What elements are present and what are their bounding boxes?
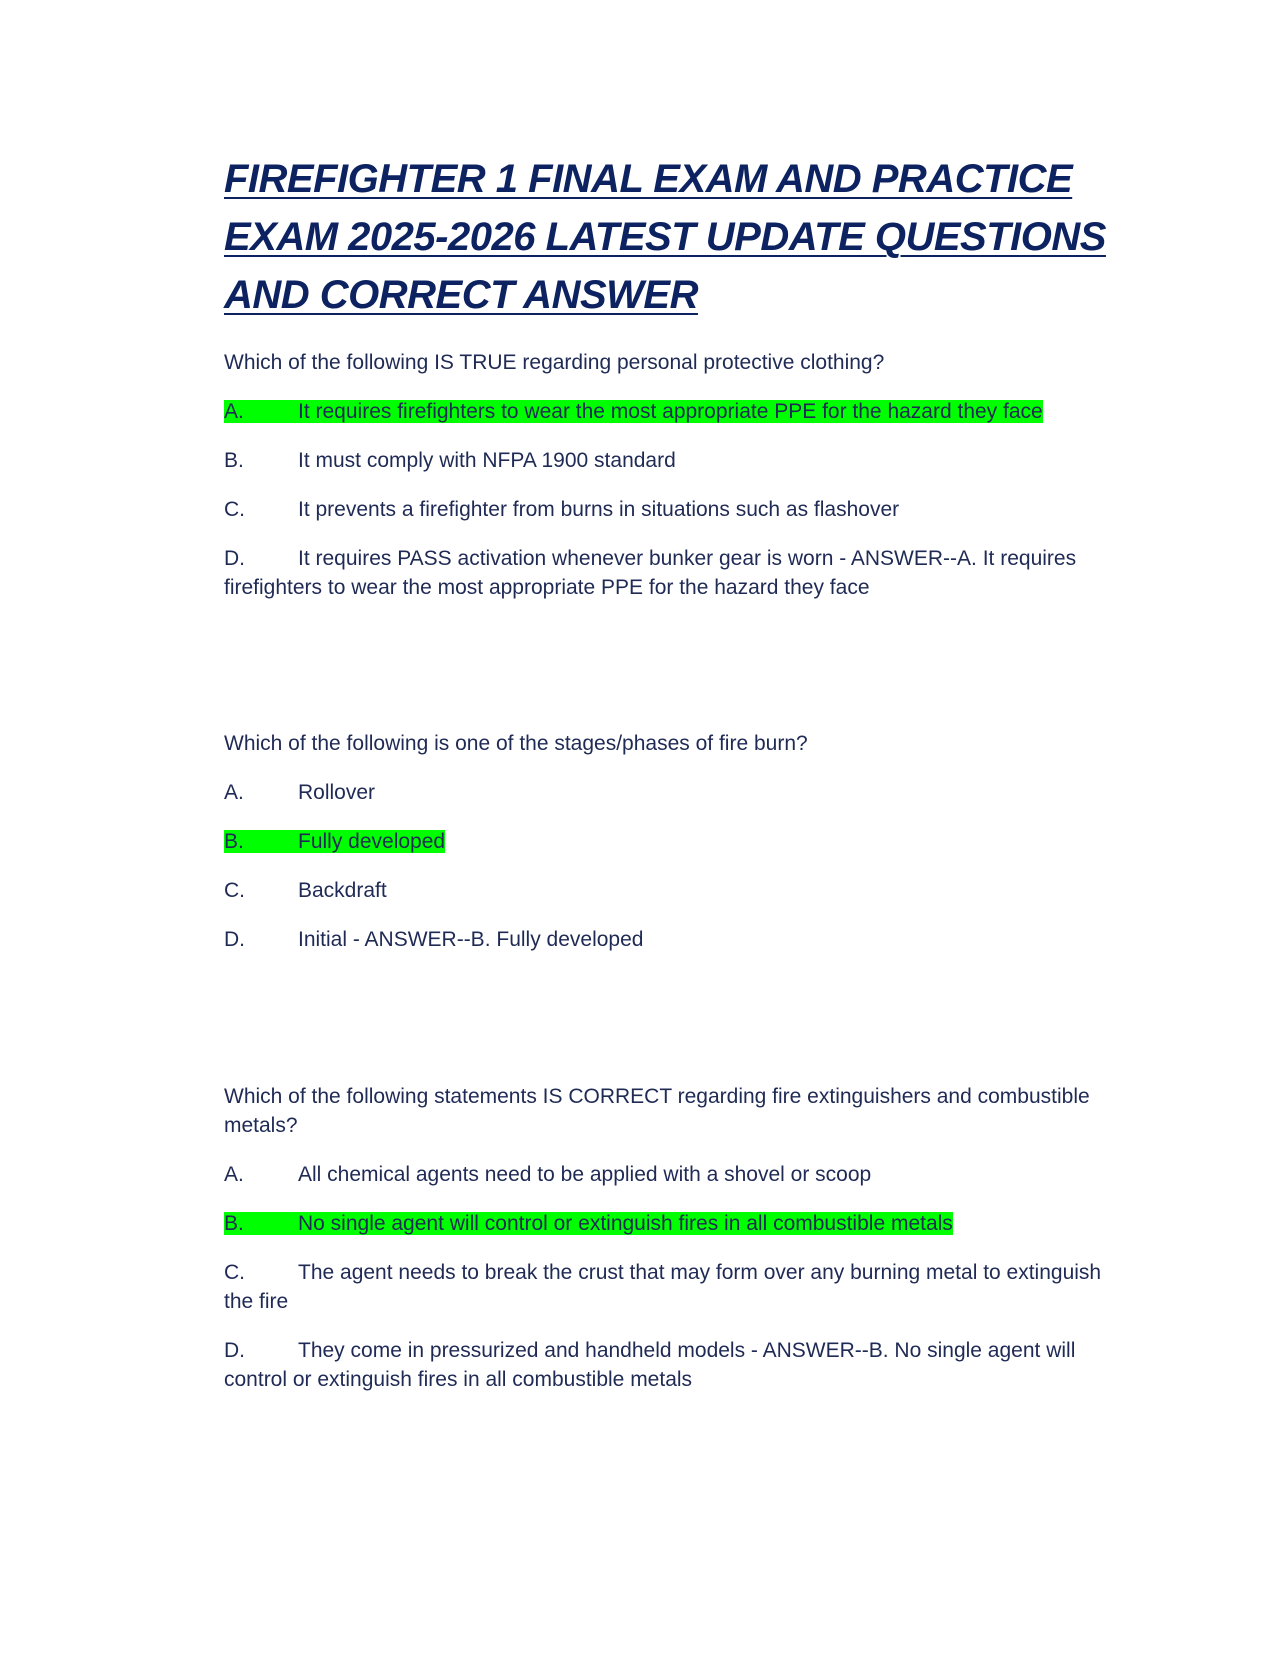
option-letter: C.	[224, 1261, 245, 1284]
option-text: It requires firefighters to wear the most appropriate PPE for the hazard they face	[298, 400, 1043, 423]
option-text: It must comply with NFPA 1900 standard	[298, 449, 676, 472]
question-text: Which of the following IS TRUE regarding personal protective clothing?	[224, 351, 885, 374]
option-text: Rollover	[298, 781, 376, 804]
option-text: No single agent will control or extinguish fires in all combustible metals	[298, 1212, 953, 1235]
document-title: FIREFIGHTER 1 FINAL EXAM AND PRACTICE EXAM 2025-2026 LATEST UPDATE QUESTIONS AND CORRECT ANSWER	[224, 157, 1106, 317]
option-letter: A.	[224, 1163, 244, 1186]
option-a	[224, 778, 1124, 807]
option-text: Initial - ANSWER--B. Fully developed	[298, 928, 644, 951]
question-1	[224, 348, 1124, 602]
option-b-correct	[224, 827, 1124, 856]
option-d	[224, 544, 1124, 602]
option-d	[224, 925, 1124, 954]
option-text: It prevents a firefighter from burns in situations such as flashover	[298, 498, 900, 521]
option-c	[224, 1258, 1124, 1316]
question-text: Which of the following is one of the stages/phases of fire burn?	[224, 732, 808, 755]
answer-highlight	[224, 830, 445, 853]
option-letter: A.	[224, 400, 244, 423]
option-text: They come in pressurized and handheld models - ANSWER--B. No single agent will control or extinguish fires in all combustible metals	[224, 1339, 1076, 1391]
answer-highlight	[224, 400, 1043, 423]
option-text: The agent needs to break the crust that may form over any burning metal to extinguish the fire	[224, 1261, 1102, 1313]
option-text: It requires PASS activation whenever bunker gear is worn - ANSWER--A. It requires firefighters to wear the most appropriate PPE for the hazard they face	[224, 547, 1077, 599]
option-text: Backdraft	[298, 879, 387, 902]
spacer	[224, 622, 1124, 729]
question-text: Which of the following statements IS CORRECT regarding fire extinguishers and combustible metals?	[224, 1085, 1090, 1137]
option-c	[224, 495, 1124, 524]
option-c	[224, 876, 1124, 905]
spacer	[224, 974, 1124, 1082]
option-letter: C.	[224, 879, 245, 902]
option-letter: A.	[224, 781, 244, 804]
option-b-correct	[224, 1209, 1124, 1238]
option-letter: C.	[224, 498, 245, 521]
option-d	[224, 1336, 1124, 1394]
option-letter: B.	[224, 830, 244, 853]
option-letter: B.	[224, 1212, 244, 1235]
option-text: Fully developed	[298, 830, 446, 853]
option-a	[224, 1160, 1124, 1189]
option-b	[224, 446, 1124, 475]
option-letter: B.	[224, 449, 244, 472]
option-a-correct	[224, 397, 1124, 426]
option-letter: D.	[224, 547, 245, 570]
option-letter: D.	[224, 928, 245, 951]
question-2	[224, 729, 1124, 954]
question-3	[224, 1082, 1124, 1394]
option-text: All chemical agents need to be applied with a shovel or scoop	[298, 1163, 872, 1186]
document-page	[224, 150, 1124, 1414]
answer-highlight	[224, 1212, 953, 1235]
option-letter: D.	[224, 1339, 245, 1362]
